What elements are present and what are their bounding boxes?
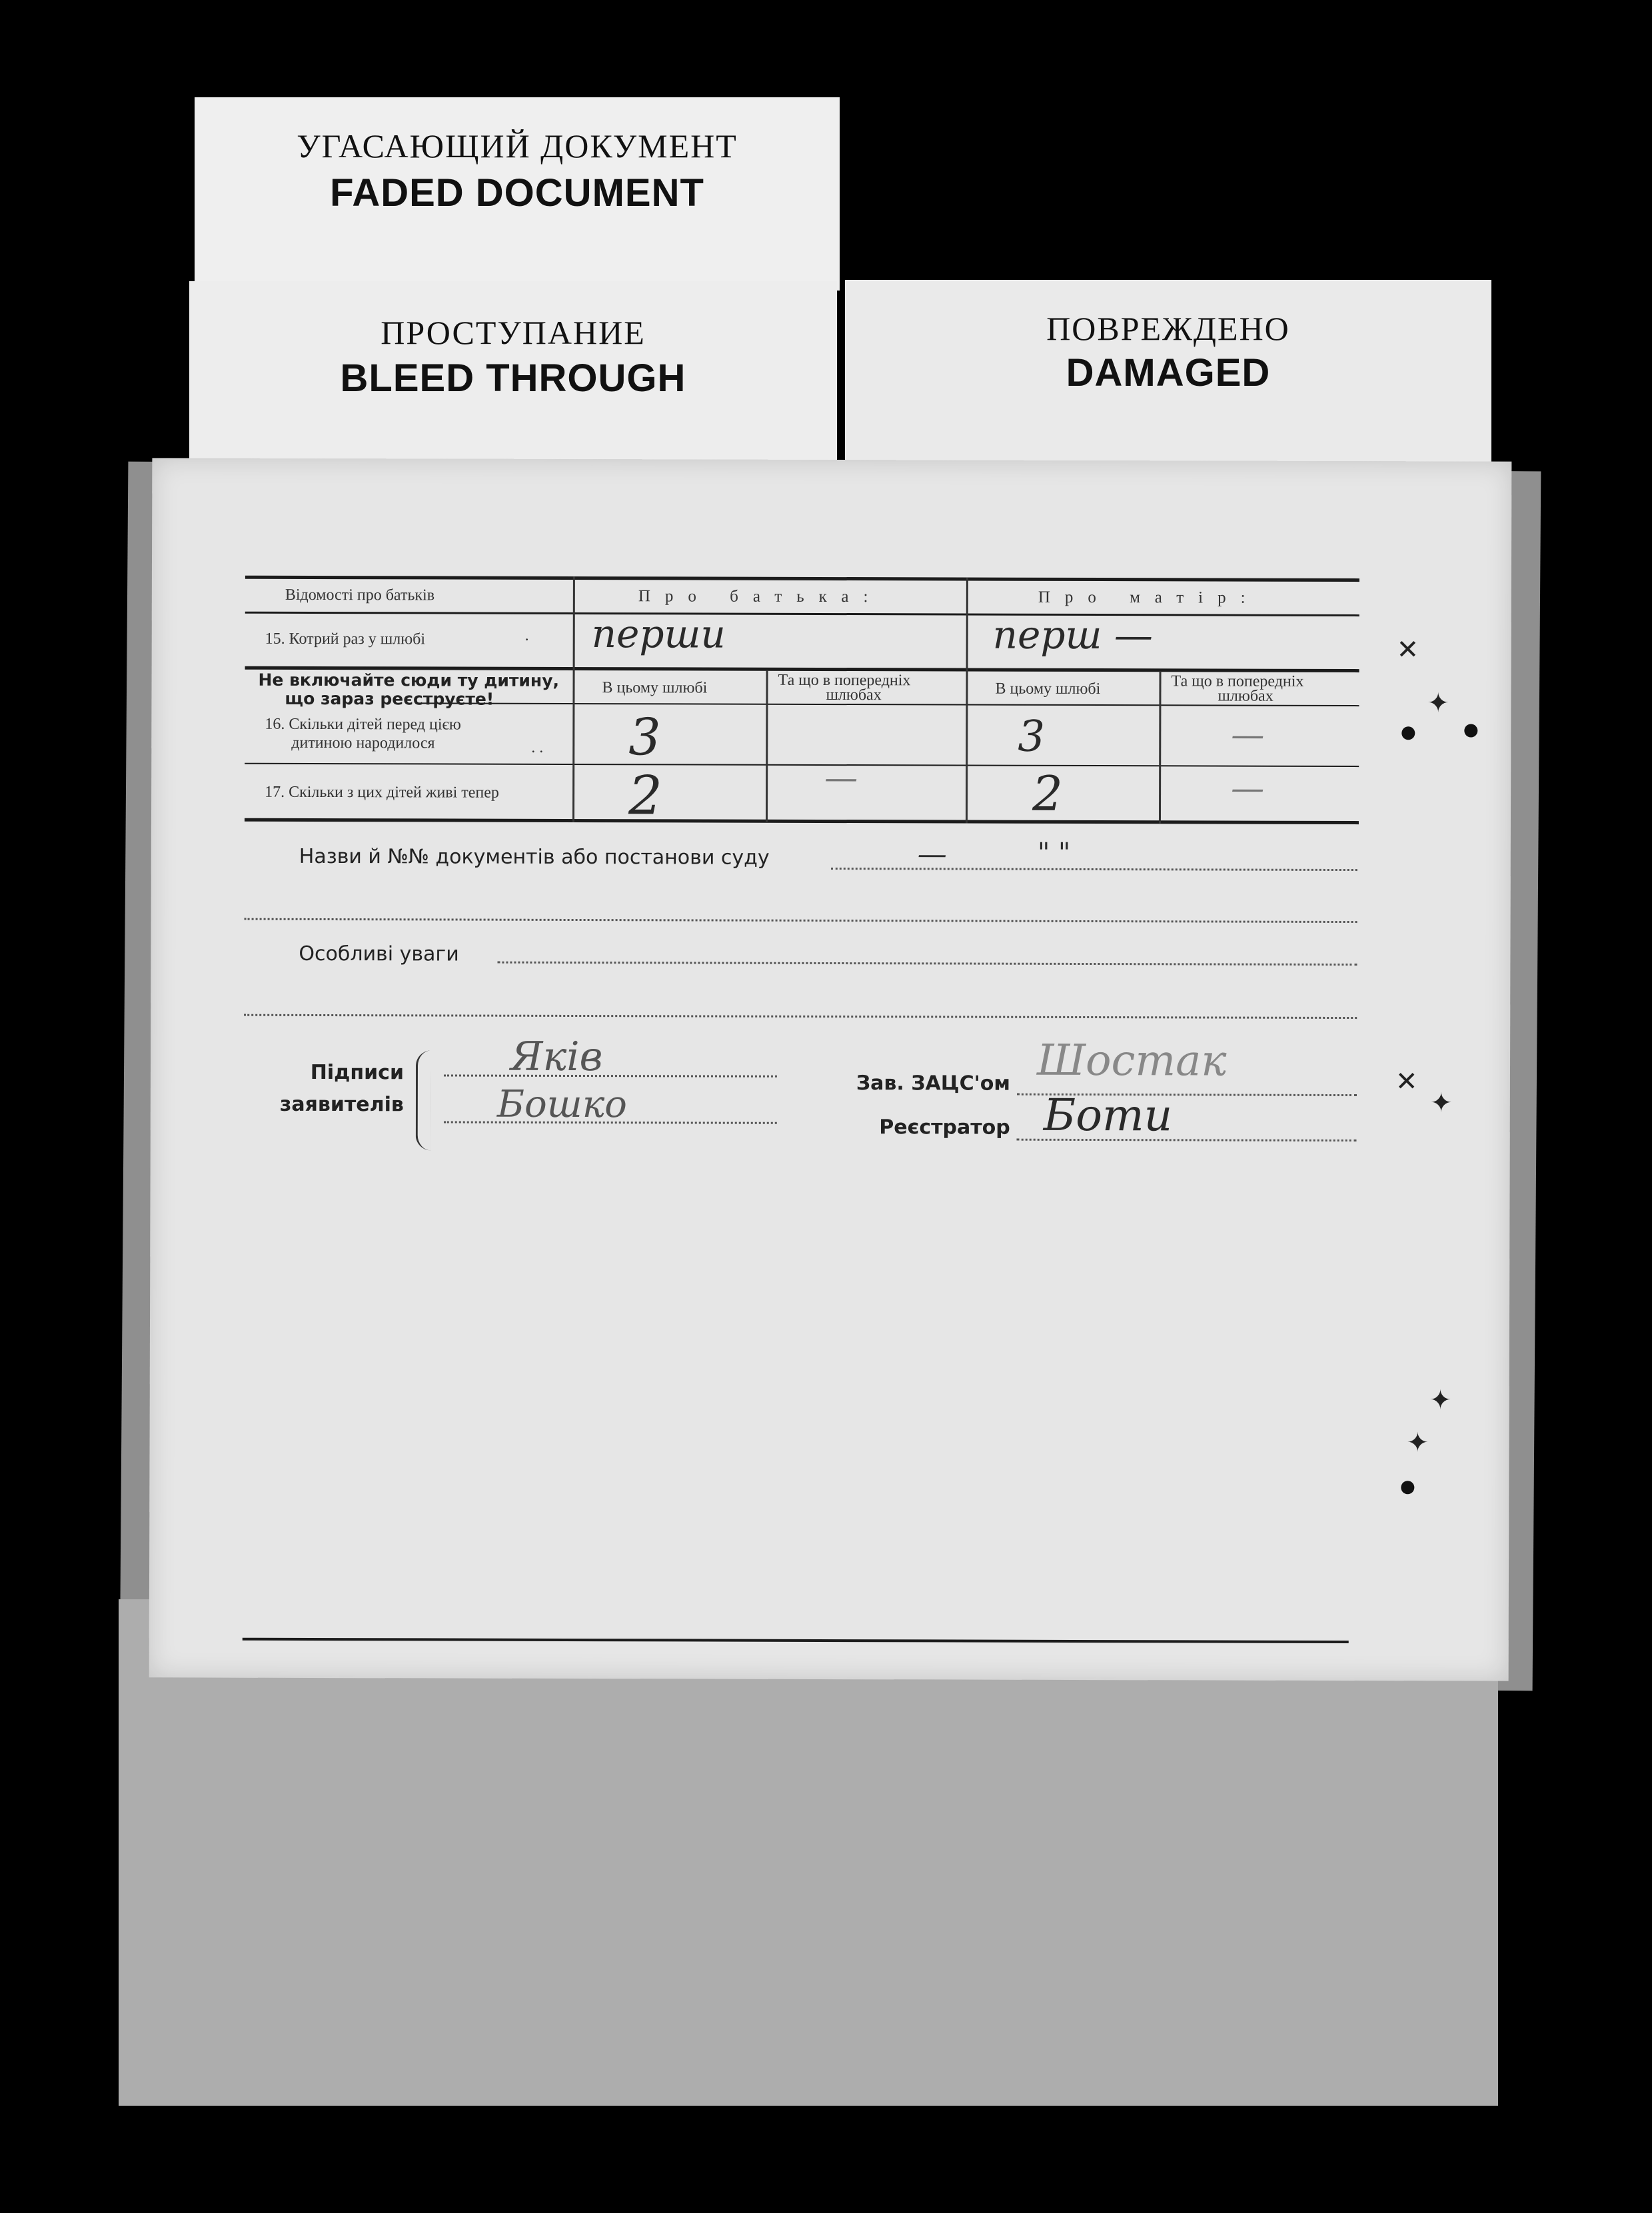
row17-mother-this: 2 [1032, 765, 1064, 822]
subheader-mother-prev-1: Та що в попередніх [1171, 672, 1304, 690]
damage-mark-icon: ✦ [1429, 1088, 1453, 1119]
row17-mother-prev: — [1231, 768, 1265, 808]
damage-mark-icon: ✦ [1429, 1385, 1452, 1416]
head-zags-label: Зав. ЗАЦС'ом [856, 1072, 1010, 1096]
applicant-sign-line-1 [444, 1074, 777, 1077]
table-col-divider [1159, 671, 1162, 824]
faded-label-ru: УГАСАЮЩИЙ ДОКУМЕНТ [297, 127, 738, 165]
registrar-signature: Боти [1043, 1089, 1173, 1141]
row16-mother-prev: — [1231, 715, 1265, 754]
row17-father-this: 2 [628, 764, 663, 827]
table-col-divider [966, 578, 968, 824]
row15-dots: . [524, 626, 529, 644]
page-bottom-rule [243, 1638, 1349, 1643]
applicant-signature-2: Бошко [496, 1082, 628, 1127]
bleed-through-label [189, 281, 837, 460]
form-page [149, 458, 1512, 1681]
subheader-mother-prev-2: шлюбах [1218, 687, 1273, 705]
row16-mother-this: 3 [1018, 712, 1046, 762]
note-line-1: Не включайте сюди ту дитину, [258, 670, 560, 690]
damaged-label-ru: ПОВРЕЖДЕНО [1046, 310, 1290, 347]
row17-label: 17. Скільки з цих дітей живі тепер [265, 783, 499, 802]
damage-mark-icon: ✦ [1427, 688, 1450, 719]
table-col-divider [766, 670, 768, 823]
faded-label-en: FADED DOCUMENT [330, 171, 704, 215]
remarks-fill-line [497, 962, 1357, 966]
row16-father-this: 3 [628, 707, 661, 767]
subheader-father-prev-1: Та що в попередніх [778, 671, 911, 690]
header-mother: Про матір: [1038, 588, 1260, 607]
registrar-label: Реєстратор [879, 1115, 1010, 1139]
row16-label-2: дитиною народилося [291, 734, 435, 752]
remarks-label: Особливі уваги [299, 942, 459, 966]
table-col-divider [572, 576, 575, 822]
bleed-label-en: BLEED THROUGH [340, 357, 686, 400]
punch-hole-icon [1401, 726, 1415, 740]
documents-value-1: — [917, 837, 947, 872]
signatures-brace [416, 1050, 431, 1150]
damage-mark-icon: ✕ [1396, 634, 1419, 666]
table-top-rule [245, 576, 1359, 582]
damaged-label-en: DAMAGED [1066, 351, 1271, 394]
documents-label: Назви й №№ документів або постанови суду [299, 844, 770, 870]
row16-dots: . . [531, 738, 544, 756]
row15-label: 15. Котрий раз у шлюбі [265, 630, 426, 648]
damaged-label [845, 280, 1491, 464]
header-father: Про батька: [638, 587, 883, 606]
documents-fill-line [831, 868, 1357, 871]
applicant-signature-1: Яків [510, 1033, 603, 1081]
head-signature: Шостак [1036, 1036, 1227, 1086]
punch-hole-icon [1401, 1481, 1414, 1494]
damage-mark-icon: ✦ [1406, 1427, 1429, 1459]
remarks-fill-line-2 [244, 1014, 1357, 1019]
subheader-mother-this: В цьому шлюбі [995, 680, 1101, 698]
documents-fill-line-2 [245, 918, 1357, 923]
header-parents-info: Відомості про батьків [285, 586, 435, 604]
documents-value-2: " " [1037, 837, 1071, 868]
row16-label-1: 16. Скільки дітей перед цією [265, 715, 461, 734]
table-bottom-rule [245, 818, 1359, 824]
signatures-label-2: заявителів [279, 1092, 404, 1117]
row15-mother-value: перш — [992, 612, 1153, 658]
punch-hole-icon [1464, 724, 1477, 737]
bleed-label-ru: ПРОСТУПАНИЕ [381, 314, 646, 351]
subheader-father-this: В цьому шлюбі [602, 679, 708, 697]
damage-mark-icon: ✕ [1395, 1066, 1418, 1098]
note-line-2: що зараз реєструєте! [285, 688, 494, 709]
subheader-father-prev-2: шлюбах [826, 686, 882, 704]
faded-document-label [195, 97, 840, 291]
table-header-rule [245, 612, 1359, 616]
table-row16-rule [245, 763, 1359, 767]
row15-father-value: перши [591, 611, 726, 657]
row17-father-prev: — [824, 758, 858, 798]
signatures-label-1: Підписи [310, 1060, 405, 1085]
